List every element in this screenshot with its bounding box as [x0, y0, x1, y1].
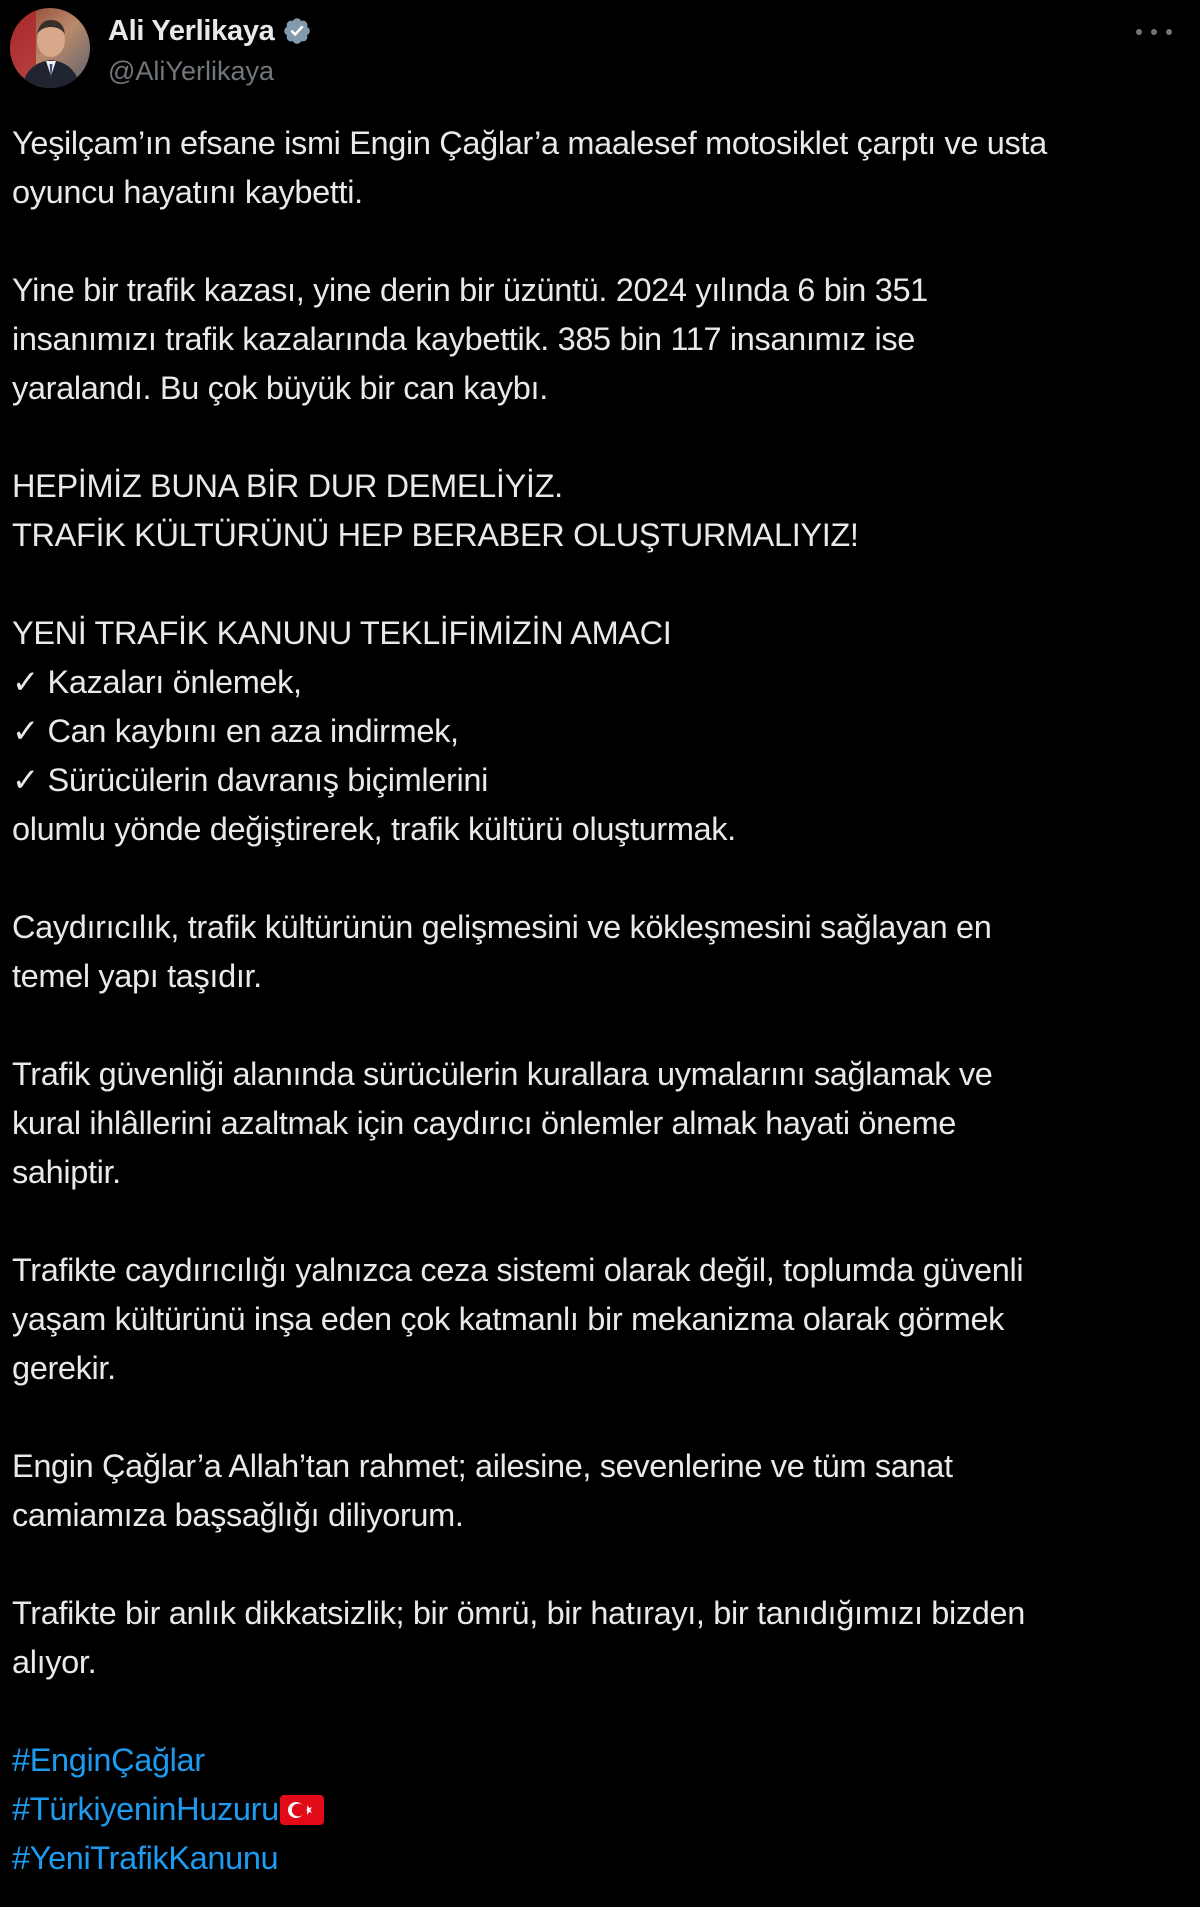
- more-dot: [1151, 29, 1157, 35]
- text-line: HEPİMİZ BUNA BİR DUR DEMELİYİZ.: [12, 468, 563, 504]
- paragraph-gap: [12, 413, 1182, 462]
- hashtag-link[interactable]: #EnginÇağlar: [12, 1742, 205, 1778]
- text-line: sahiptir.: [12, 1154, 121, 1190]
- turkey-flag-icon: [279, 1794, 325, 1826]
- paragraph-gap: [12, 1393, 1182, 1442]
- paragraph-gap: [12, 1687, 1182, 1736]
- checklist-item: ✓ Kazaları önlemek,: [12, 664, 302, 700]
- hashtags-block: [12, 1785, 1182, 1834]
- author-name-row: [108, 12, 312, 50]
- hashtags-block: [12, 1834, 1182, 1883]
- text-line: Trafikte bir anlık dikkatsizlik; bir ömrü, bir hatırayı, bir tanıdığımızı bizden: [12, 1595, 1025, 1631]
- text-line: Trafikte caydırıcılığı yalnızca ceza sistemi olarak değil, toplumda güvenli: [12, 1252, 1024, 1288]
- text-line: gerekir.: [12, 1350, 116, 1386]
- author-handle[interactable]: @AliYerlikaya: [108, 56, 274, 86]
- text-line: kural ihlâllerini azaltmak için caydırıcı önlemler almak hayati öneme: [12, 1105, 957, 1141]
- avatar[interactable]: [10, 8, 90, 88]
- text-line: YENİ TRAFİK KANUNU TEKLİFİMİZİN AMACI: [12, 615, 672, 651]
- text-line: yaşam kültürünü inşa eden çok katmanlı bir mekanizma olarak görmek: [12, 1301, 1005, 1337]
- verified-badge-icon: [282, 16, 312, 46]
- hashtags-block: [12, 1736, 1182, 1785]
- tweet-text: [12, 119, 1182, 1883]
- more-dot: [1166, 29, 1172, 35]
- text-line: temel yapı taşıdır.: [12, 958, 262, 994]
- hashtag-link[interactable]: #TürkiyeninHuzuru: [12, 1791, 279, 1827]
- paragraph-gap: [12, 217, 1182, 266]
- tweet-header: [10, 8, 1190, 88]
- text-line: Yine bir trafik kazası, yine derin bir üzüntü. 2024 yılında 6 bin 351: [12, 272, 928, 308]
- more-dot: [1136, 29, 1142, 35]
- paragraph-gap: [12, 1197, 1182, 1246]
- paragraph-gap: [12, 1001, 1182, 1050]
- paragraph-gap: [12, 560, 1182, 609]
- author-display-name[interactable]: Ali Yerlikaya: [108, 14, 275, 47]
- text-line: yaralandı. Bu çok büyük bir can kaybı.: [12, 370, 548, 406]
- checklist-item: ✓ Can kaybını en aza indirmek,: [12, 713, 459, 749]
- text-line: olumlu yönde değiştirerek, trafik kültürü oluşturmak.: [12, 811, 736, 847]
- text-line: Engin Çağlar’a Allah’tan rahmet; ailesine, sevenlerine ve tüm sanat: [12, 1448, 953, 1484]
- text-line: alıyor.: [12, 1644, 97, 1680]
- profile-photo-icon: [10, 8, 90, 88]
- text-line: Caydırıcılık, trafik kültürünün gelişmesini ve kökleşmesini sağlayan en: [12, 909, 992, 945]
- text-line: oyuncu hayatını kaybetti.: [12, 174, 363, 210]
- text-line: camiamıza başsağlığı diliyorum.: [12, 1497, 464, 1533]
- hashtag-link[interactable]: #YeniTrafikKanunu: [12, 1840, 279, 1876]
- text-line: Yeşilçam’ın efsane ismi Engin Çağlar’a maalesef motosiklet çarptı ve usta: [12, 125, 1047, 161]
- text-line: insanımızı trafik kazalarında kaybettik. 385 bin 117 insanımız ise: [12, 321, 916, 357]
- more-options-icon[interactable]: [1136, 20, 1172, 44]
- paragraph-gap: [12, 1540, 1182, 1589]
- text-line: Trafik güvenliği alanında sürücülerin kurallara uymalarını sağlamak ve: [12, 1056, 993, 1092]
- paragraph-gap: [12, 854, 1182, 903]
- checklist-item: ✓ Sürücülerin davranış biçimlerini: [12, 762, 488, 798]
- text-line: TRAFİK KÜLTÜRÜNÜ HEP BERABER OLUŞTURMALIYIZ!: [12, 517, 859, 553]
